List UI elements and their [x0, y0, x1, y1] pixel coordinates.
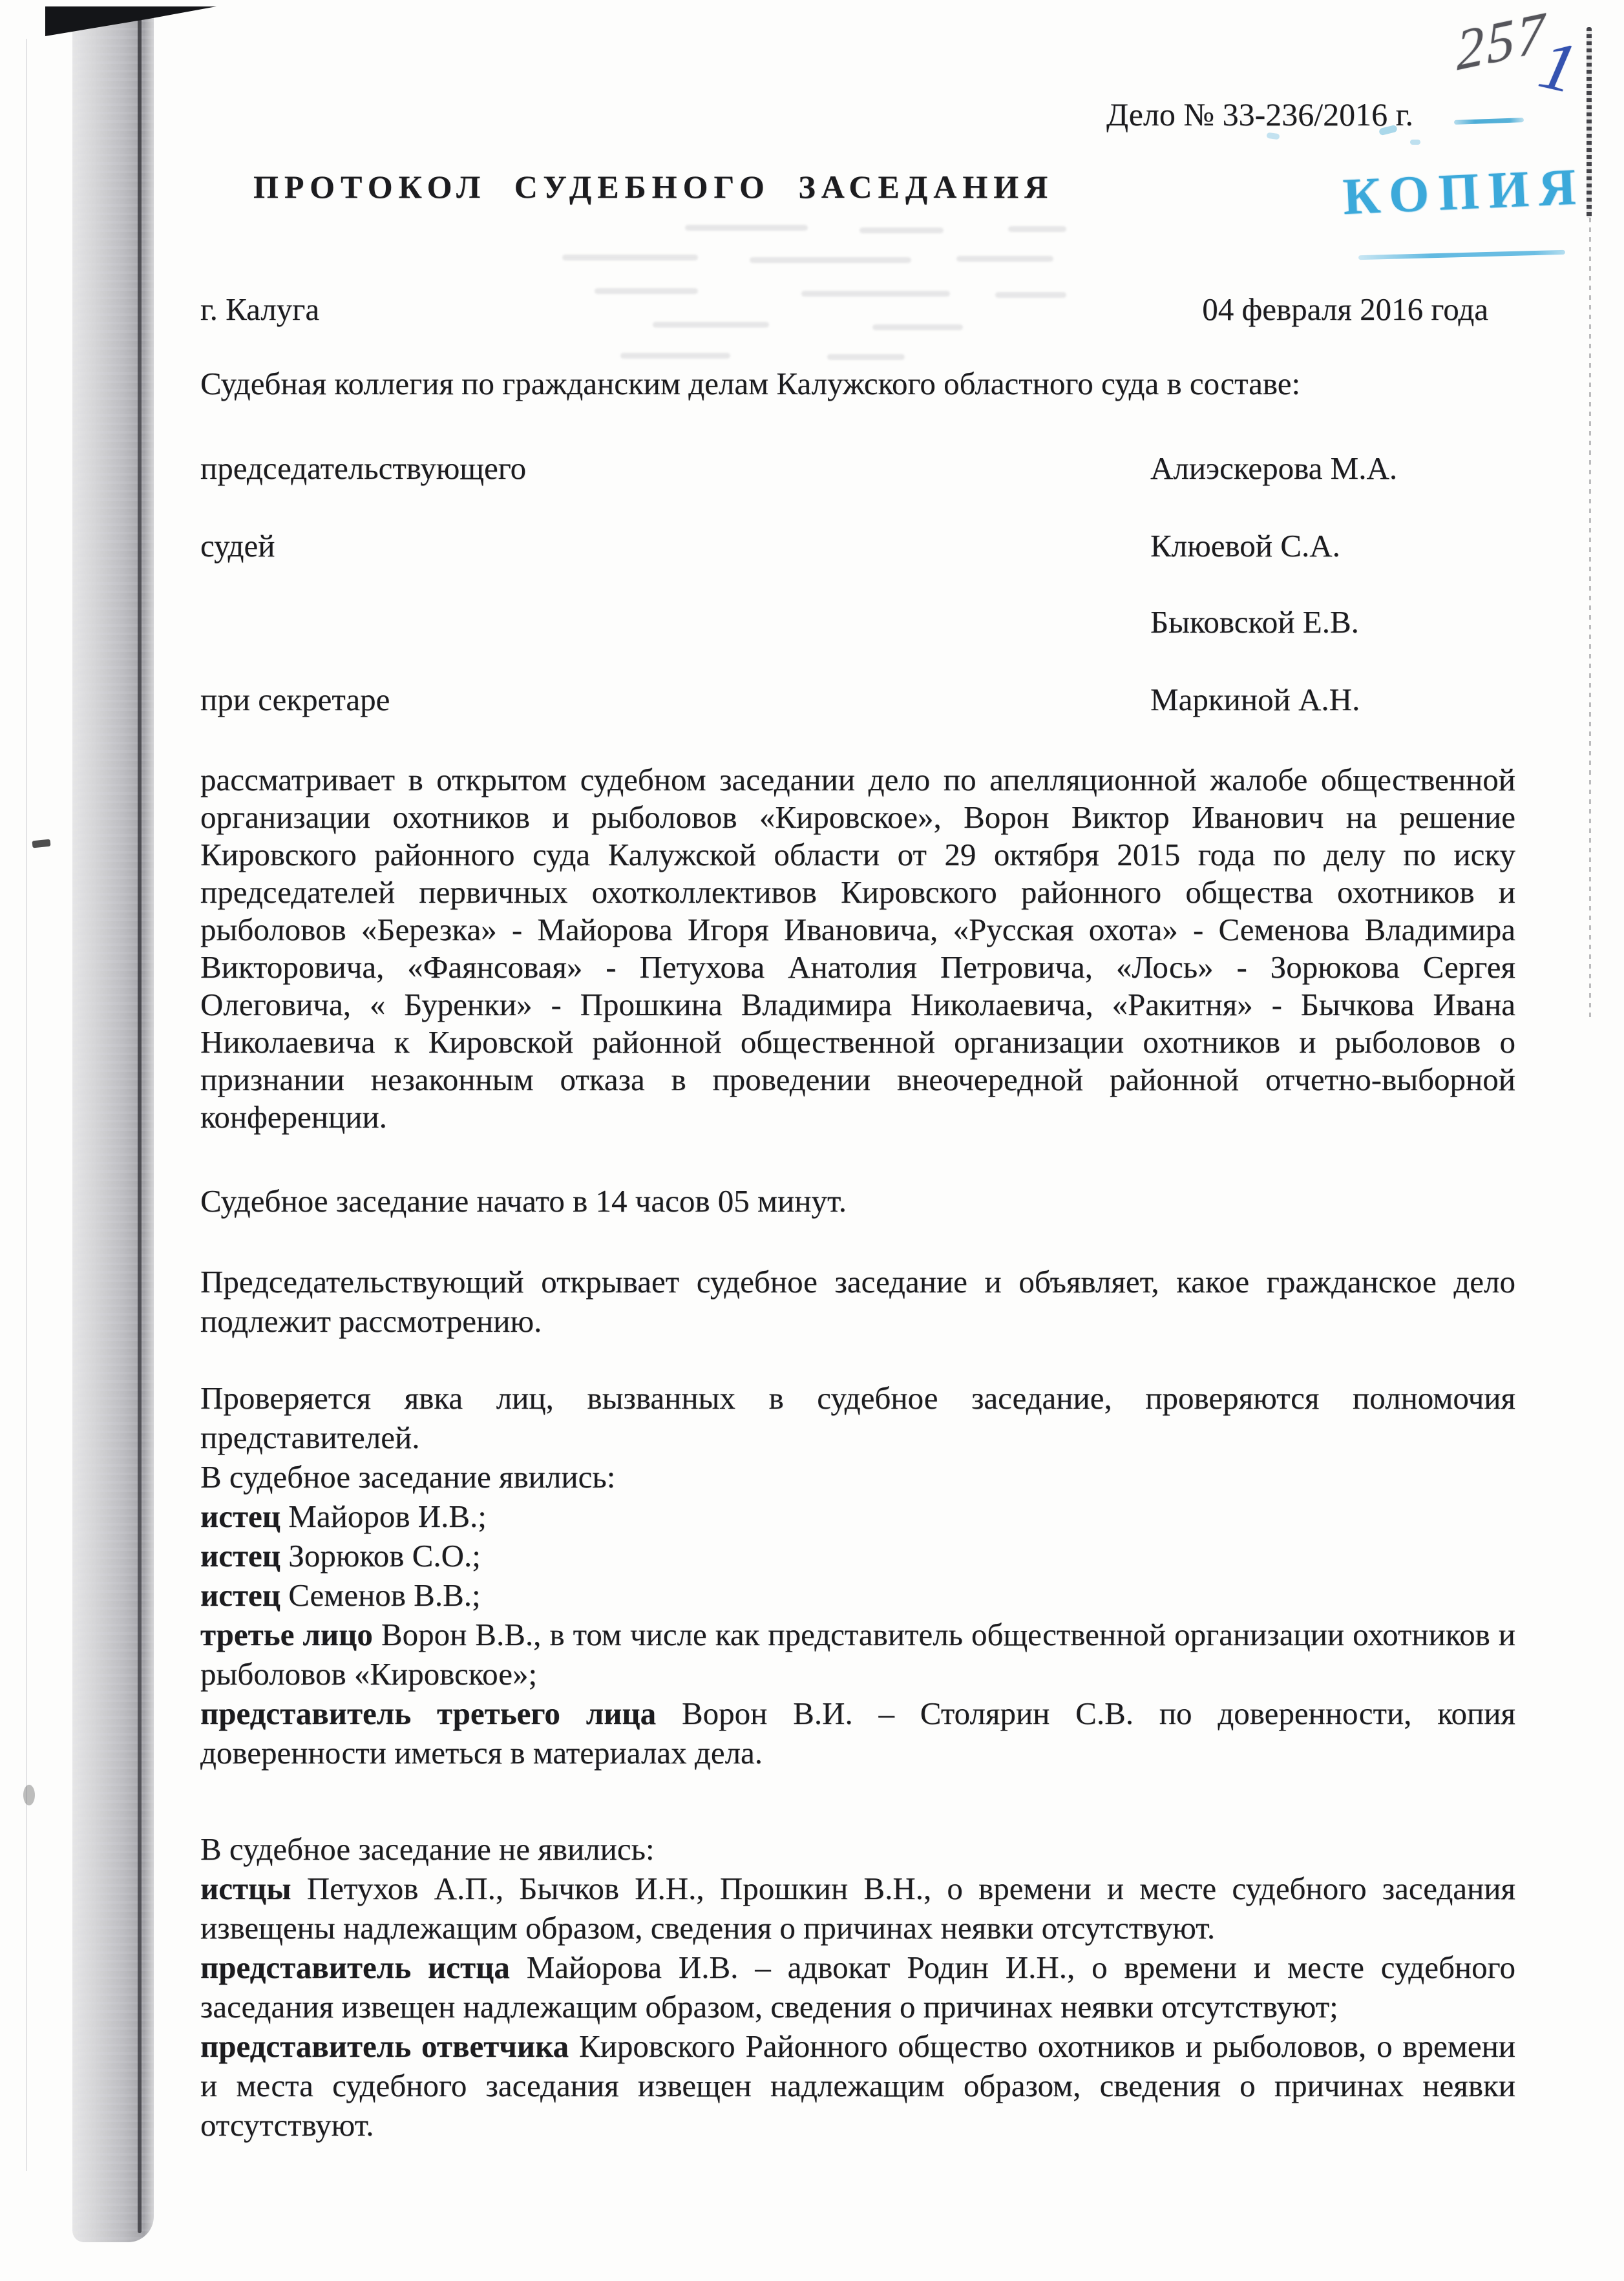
panel-role: при секретаре [200, 682, 390, 717]
ink-smudge [1266, 132, 1280, 140]
attendance-check-line: Проверяется явка лиц, вызванных в судебное заседание, проверяются полномочия представителей. [200, 1380, 1515, 1455]
party-text: Ворон В.В., в том числе как представитель общественной организации охотников и рыболовов «Кировское»; [200, 1617, 1515, 1692]
city-date-row [200, 291, 1515, 328]
absent-item [200, 1948, 1515, 2026]
document-title: ПРОТОКОЛ СУДЕБНОГО ЗАСЕДАНИЯ [253, 169, 1054, 205]
appeared-item [200, 1615, 1515, 1694]
ink-speck [32, 839, 51, 848]
party-role: истец [200, 1538, 281, 1573]
party-text: Семенов В.В.; [288, 1577, 481, 1613]
copy-stamp: КОПИЯ [1342, 158, 1587, 226]
city: г. Калуга [200, 291, 320, 327]
stamp-underline-stroke [1358, 250, 1565, 260]
binding-shadow-edge-line [138, 17, 142, 2233]
party-text: Майорова И.В. – адвокат Родин И.Н., о времени и месте судебного заседания извещен надлежащим образом, сведения о причинах неявки отсутствуют; [200, 1950, 1515, 2024]
case-description-paragraph: рассматривает в открытом судебном заседании дело по апелляционной жалобе общественной организации охотников и рыболовов «Кировское», Ворон Виктор Иванович на решение Кировского районного суда Калужской области от 29 октября 2015 года по делу по иску председателей первичных охотколлективов Кировского районного общества охотников и рыболовов «Березка» - Майорова Игоря Ивановича, «Русская охота» - Семенова Владимира Викторовича, «Фаянсовая» - Петухова Анатолия Петровича, «Лось» - Зорюкова Сергея Олеговича, « Буренки» - Прошкина Владимира Николаевича, «Ракитня» - Бычкова Ивана Николаевича к Кировской районной общественной организации охотников и рыболовов о признании незаконным отказа в проведении внеочередной районной отчетно-выборной конференции. [200, 762, 1515, 1135]
appeared-header: В судебное заседание явились: [200, 1459, 616, 1495]
panel-role: председательствующего [200, 450, 527, 486]
party-text: Петухов А.П., Бычков И.Н., Прошкин В.Н., о времени и месте судебного заседания извещены надлежащим образом, сведения о причинах неявки отсутствуют. [200, 1871, 1515, 1946]
party-role: истец [200, 1577, 281, 1613]
binding-shadow-band [72, 14, 154, 2242]
case-number: Дело № 33-236/2016 г. [1106, 96, 1413, 132]
appeared-item [200, 1497, 1515, 1536]
ink-smudge [1410, 140, 1420, 145]
party-role: третье лицо [200, 1617, 373, 1652]
session-start-line: Судебное заседание начато в 14 часов 05 минут. [200, 1183, 847, 1219]
judge-name: Клюевой С.А. [1150, 528, 1340, 563]
party-role: представитель ответчика [200, 2028, 569, 2064]
appeared-item [200, 1536, 1515, 1575]
panel-role: судей [200, 528, 275, 563]
panel-row-secretary [200, 681, 1515, 718]
handwritten-page-number: 257 [1455, 0, 1549, 83]
party-role: истцы [200, 1871, 291, 1906]
absence-section [200, 1829, 1515, 2145]
party-text: Кировского Районного общество охотников и рыболовов, о времени и места судебного заседания извещен надлежащим образом, сведения о причинах неявки отсутствуют. [200, 2028, 1516, 2143]
absent-item [200, 1869, 1515, 1948]
party-role: представитель третьего лица [200, 1696, 657, 1731]
party-text: Майоров И.В.; [288, 1498, 487, 1534]
judge-name: Алиэскерова М.А. [1150, 450, 1398, 486]
opening-paragraph: Председательствующий открывает судебное заседание и объявляет, какое гражданское дело подлежит рассмотрению. [200, 1264, 1515, 1339]
party-text: Зорюков С.О.; [288, 1538, 481, 1573]
handwritten-pen-mark: 1 [1532, 25, 1584, 109]
ink-speck [23, 1785, 35, 1805]
panel-intro: Судебная коллегия по гражданским делам Калужского областного суда в составе: [200, 366, 1301, 401]
page-edge-perforation-faint [1589, 218, 1591, 1019]
date: 04 февраля 2016 года [1202, 291, 1488, 327]
scan-margin-line [26, 39, 27, 2171]
party-text: Ворон В.И. – Столярин С.В. по доверенности, копия доверенности иметься в материалах дела. [200, 1696, 1516, 1771]
pen-dash-stroke [1454, 118, 1524, 125]
party-role: истец [200, 1498, 281, 1534]
appeared-item [200, 1694, 1515, 1772]
appeared-item [200, 1575, 1515, 1615]
panel-row-judges [200, 527, 1515, 564]
secretary-name: Маркиной А.Н. [1150, 682, 1360, 717]
appearance-section [200, 1378, 1515, 1772]
judge-name: Быковской Е.В. [1150, 604, 1359, 640]
absent-item [200, 2026, 1515, 2145]
party-role: представитель истца [200, 1950, 510, 1985]
page-edge-perforation-dark [1587, 27, 1592, 218]
absent-header: В судебное заседание не явились: [200, 1831, 655, 1867]
panel-row-presiding [200, 450, 1515, 487]
